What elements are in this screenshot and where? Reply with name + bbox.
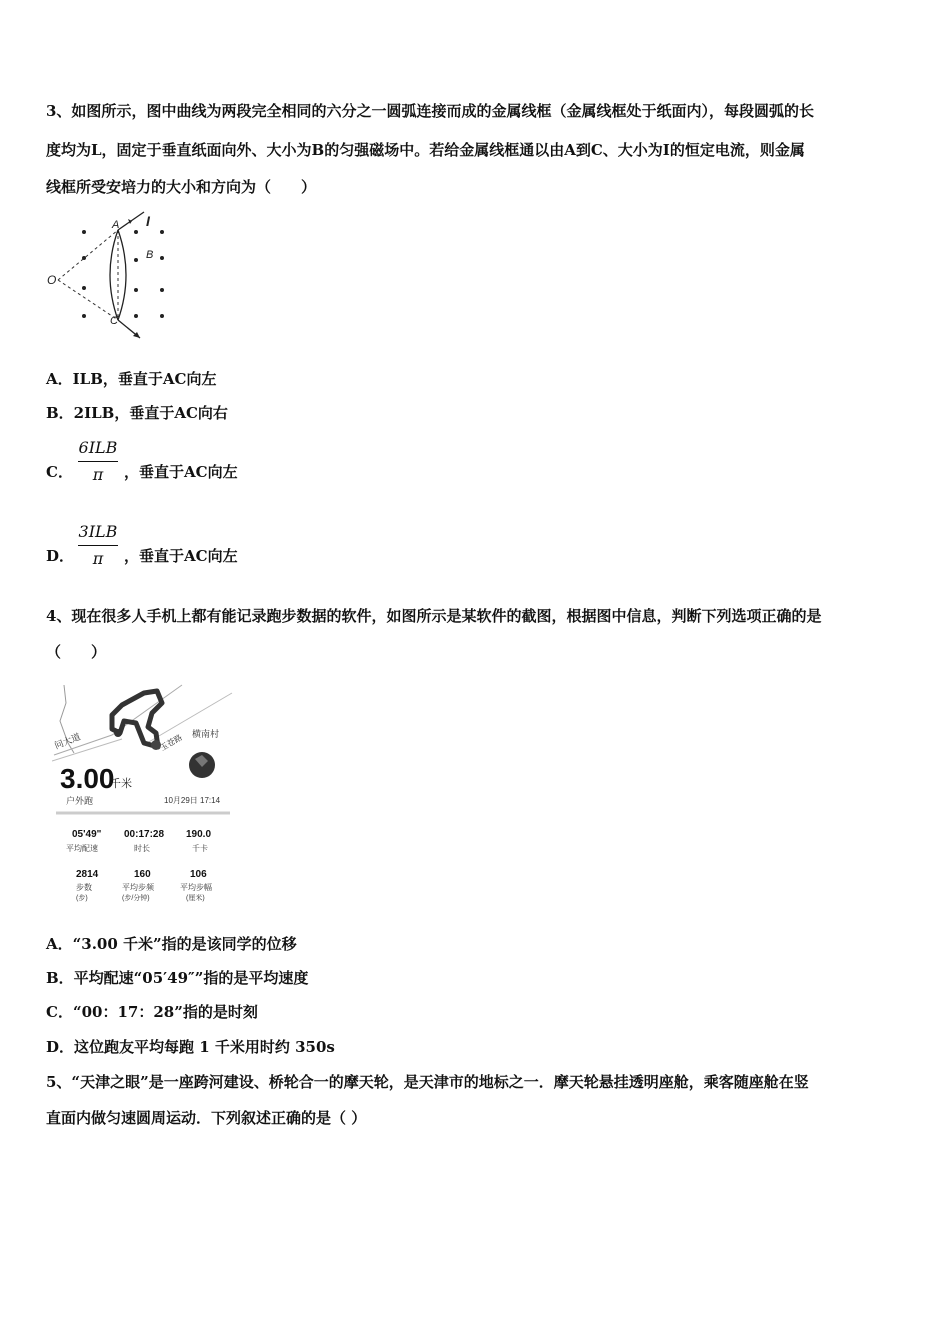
stat-calories-value: 190.0 [186,829,212,840]
q3-option-c-prefix: C． [46,463,73,481]
stat-steps-label: 步数 [76,883,92,892]
stat-cadence-value: 160 [134,869,151,880]
fraction-denominator: π [92,465,104,484]
q4-line-2: （ ） [46,643,107,661]
stat-duration-label: 时长 [134,844,150,853]
q5-line-1: 5、“天津之眼”是一座跨河建设、桥轮合一的摩天轮，是天津市的地标之一．摩天轮悬挂透明座舱，乘客随座舱在竖 [46,1073,809,1091]
q5-line-2: 直面内做匀速圆周运动．下列叙述正确的是（ ） [46,1109,367,1127]
stat-calories-label: 千卡 [192,844,208,853]
dashed-line-oa [58,230,118,280]
stat-steps-value: 2814 [76,869,99,880]
map-label-street: 玉苍路 [158,732,184,753]
label-b: B [146,249,154,261]
fraction-numerator: 3ILB [78,522,118,541]
label-o: O [47,273,57,287]
q3-line-3: 线框所受安培力的大小和方向为（ ） [46,178,317,196]
arc-right [118,230,126,320]
map-label-village: 横南村 [192,729,220,739]
map-label-road: 问大道 [53,731,82,751]
stat-stride-value: 106 [190,869,207,880]
q3-option-a: A．ILB，垂直于AC向左 [46,370,217,388]
stat-cadence-unit: (步/分钟) [122,895,150,902]
arc-left [110,230,118,320]
label-c: C [110,315,118,327]
q3-option-d-suffix: ，垂直于AC向左 [124,547,238,565]
run-mode: 户外跑 [66,796,94,806]
q3-line-2: 度均为L，固定于垂直纸面向外、大小为B的匀强磁场中。若给金属线框通以由A到C、大小为I的恒定电流，则金属 [46,141,805,159]
stat-stride-label: 平均步幅 [180,883,212,892]
q3-option-d-prefix: D． [46,547,75,565]
q3-line-1: 3、如图所示，图中曲线为两段完全相同的六分之一圆弧连接而成的金属线框（金属线框处于纸面内），每段圆弧的长 [46,102,814,120]
q3-option-d-fraction [78,522,118,568]
q3-option-b: B．2ILB，垂直于AC向右 [46,404,228,422]
distance-unit: 千米 [110,778,132,790]
fraction-bar [78,545,118,546]
q4-line-1: 4、现在很多人手机上都有能记录跑步数据的软件，如图所示是某软件的截图，根据图中信息，判断下列选项正确的是 [46,607,822,625]
label-a: A [112,219,120,231]
route-start-marker [114,729,122,737]
distance-value: 3.00 [60,763,115,794]
stat-pace-label: 平均配速 [66,844,98,853]
label-i: I [146,213,150,229]
q4-option-d: D．这位跑友平均每跑 1 千米用时约 350s [46,1038,335,1056]
q4-option-b: B．平均配速“05′49″”指的是平均速度 [46,969,309,987]
dashed-line-oc [58,280,118,320]
stat-duration-value: 00:17:28 [124,829,165,840]
stat-pace-value: 05'49" [72,829,102,840]
fraction-bar [78,461,118,462]
q4-option-a: A．“3.00 千米”指的是该同学的位移 [46,935,297,953]
fraction-denominator: π [92,549,104,568]
stat-cadence-label: 平均步频 [122,883,154,892]
fraction-numerator: 6ILB [78,438,118,457]
q3-option-c-suffix: ，垂直于AC向左 [124,463,238,481]
q4-option-c: C．“00：17：28”指的是时刻 [46,1003,258,1021]
running-route [112,691,162,747]
q3-option-c-fraction [78,438,118,484]
stat-steps-unit: (步) [76,895,88,902]
q3-figure [44,208,184,343]
running-app-screenshot [52,683,237,908]
stat-stride-unit: (厘米) [186,895,205,902]
run-datetime: 10月29日 17:14 [164,796,221,805]
